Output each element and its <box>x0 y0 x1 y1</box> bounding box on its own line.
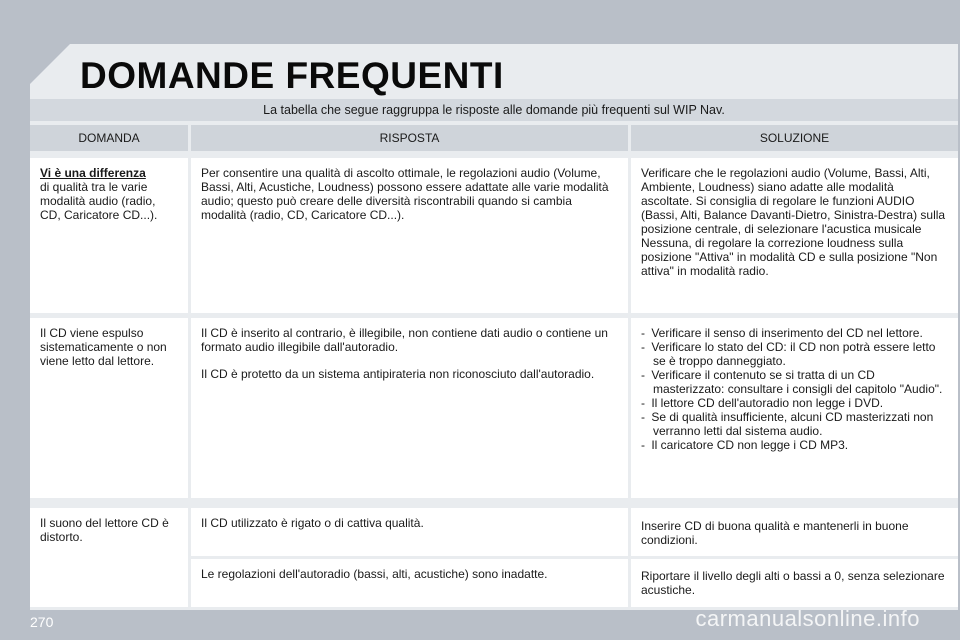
row3-solution-text-2: Riportare il livello degli alti o bassi a 0, senza selezionare acustiche. <box>641 569 945 597</box>
row1-answer <box>191 158 628 313</box>
row3-answer-text-2: Le regolazioni dell'autoradio (bassi, alti, acustiche) sono inadatte. <box>201 567 548 581</box>
list-item: - Verificare lo stato del CD: il CD non potrà essere letto se è troppo danneggiato. <box>641 340 948 368</box>
list-item: - Se di qualità insufficiente, alcuni CD masterizzati non verranno letti dal sistema audio. <box>641 410 948 438</box>
page-number: 270 <box>30 614 54 630</box>
row3-answer-2 <box>191 559 628 607</box>
row2-answer-text-2: Il CD è protetto da un sistema antipirateria non riconosciuto dall'autoradio. <box>201 367 595 381</box>
list-item: - Il caricatore CD non legge i CD MP3. <box>641 438 948 452</box>
row3-solution-2 <box>631 559 958 607</box>
row2-question-text: Il CD viene espulso sistematicamente o non viene letto dal lettore. <box>40 326 167 368</box>
row2-answer-text-1: Il CD è inserito al contrario, è illegibile, non contiene dati audio o contiene un formato audio illegibile dall'autoradio. <box>201 326 608 354</box>
row3-question-text: Il suono del lettore CD è distorto. <box>40 516 169 544</box>
header-soluzione: SOLUZIONE <box>631 125 958 151</box>
row1-question <box>30 158 188 313</box>
row2-solution-list <box>641 326 948 452</box>
row1-answer-text: Per consentire una qualità di ascolto ottimale, le regolazioni audio (Volume, Bassi, Alti, Acustiche, Loudness) possono essere adattate alle varie modalità audio; questo può creare delle diversità riscontrabili quando si cambia modalità (radio, CD, Caricatore CD...). <box>201 166 609 222</box>
row2-question <box>30 318 188 498</box>
watermark: carmanualsonline.info <box>695 606 920 631</box>
row1-question-text: di qualità tra le varie modalità audio (radio, CD, Caricatore CD...). <box>40 180 158 222</box>
row3-question <box>30 508 188 607</box>
header-domanda: DOMANDA <box>30 125 188 151</box>
list-item: - Verificare il contenuto se si tratta di un CD masterizzato: consultare i consigli del capitolo "Audio". <box>641 368 948 396</box>
intro-text: La tabella che segue raggruppa le risposte alle domande più frequenti sul WIP Nav. <box>30 99 958 121</box>
row1-question-title: Vi è una differenza <box>40 166 146 180</box>
list-item: - Il lettore CD dell'autoradio non legge i DVD. <box>641 396 948 410</box>
row1-solution <box>631 158 958 313</box>
row3-solution-1 <box>631 508 958 556</box>
row3-answer-1 <box>191 508 628 556</box>
list-item: - Verificare il senso di inserimento del CD nel lettore. <box>641 326 948 340</box>
header-risposta: RISPOSTA <box>191 125 628 151</box>
row1-solution-text: Verificare che le regolazioni audio (Volume, Bassi, Alti, Ambiente, Loudness) siano adatte alle modalità ascoltate. Si consiglia di regolare le funzioni AUDIO (Bassi, Alti, Balance Davanti-Dietro, Sinistra-Destra) sulla posizione centrale, di selezionare l'acustica musicale Nessuna, di regolare la correzione loudness sulla posizione "Attiva" in modalità CD e sulla posizione "Non attiva" in modalità radio. <box>641 166 946 278</box>
row2-solution <box>631 318 958 498</box>
row3-answer-text-1: Il CD utilizzato è rigato o di cattiva qualità. <box>201 516 424 530</box>
row3-solution-text-1: Inserire CD di buona qualità e mantenerli in buone condizioni. <box>641 519 909 547</box>
row2-answer <box>191 318 628 498</box>
page-title: DOMANDE FREQUENTI <box>80 55 504 96</box>
